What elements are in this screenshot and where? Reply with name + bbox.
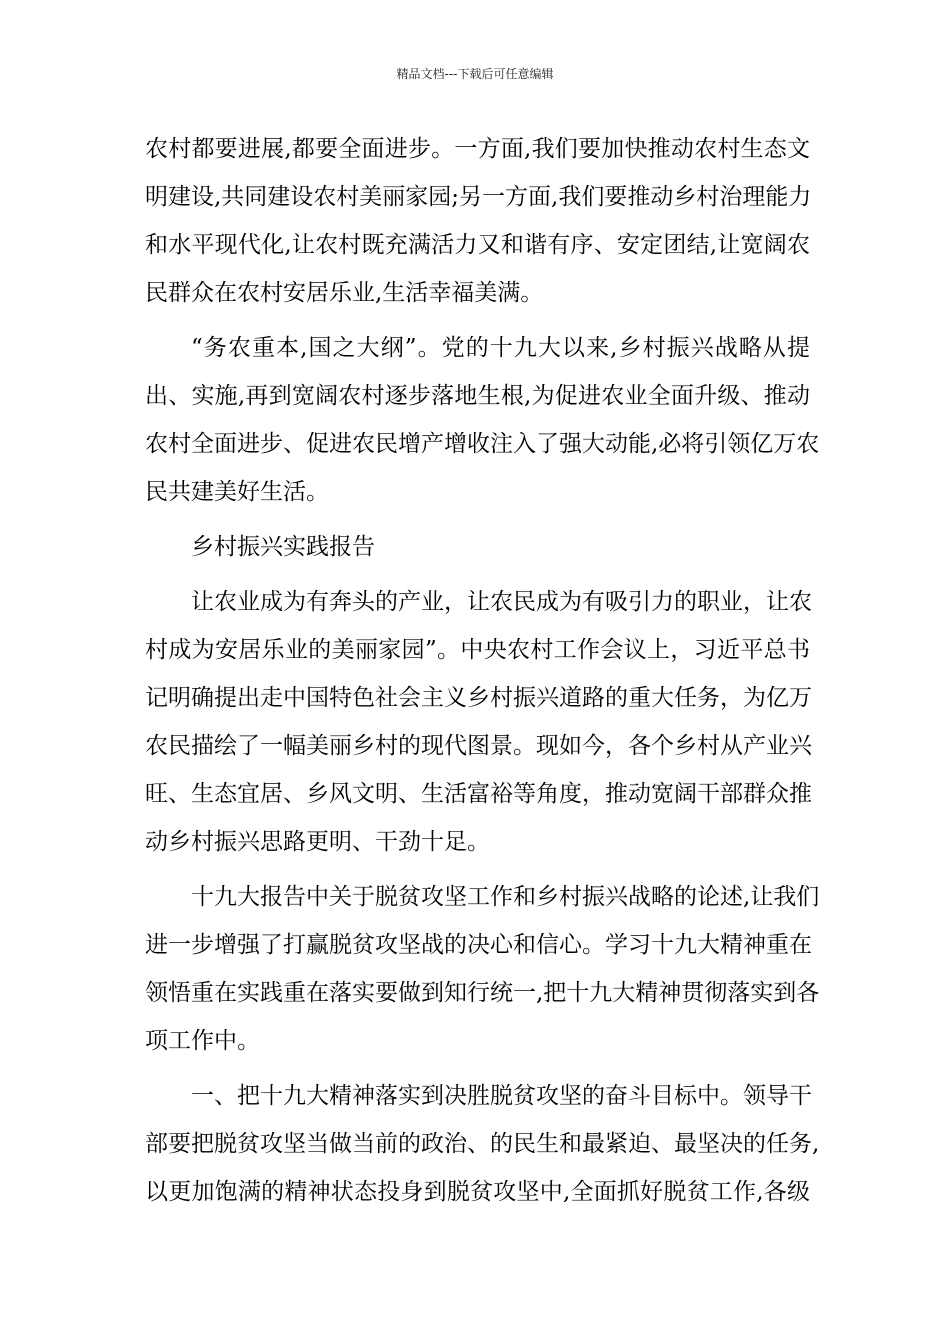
- document-body: [145, 125, 820, 1216]
- paragraph: [145, 324, 820, 516]
- paragraph: [145, 125, 810, 317]
- text-line: 十九大报告中关于脱贫攻坚工作和乡村振兴战略的论述,让我们: [191, 884, 820, 910]
- text-line: 民群众在农村安居乐业,生活幸福美满。: [145, 280, 544, 306]
- text-line: 动乡村振兴思路更明、干劲十足。: [145, 829, 490, 855]
- text-line: 进一步增强了打赢脱贫攻坚战的决心和信心。学习十九大精神重在: [145, 932, 812, 958]
- text-line: 以更加饱满的精神状态投身到脱贫攻坚中,全面抓好脱贫工作,各级: [145, 1179, 810, 1205]
- text-line: 农村全面进步、促进农民增产增收注入了强大动能,必将引领亿万农: [145, 431, 820, 457]
- paragraph: [145, 578, 810, 866]
- text-line: 民共建美好生活。: [145, 479, 329, 505]
- text-line: 让农业成为有奔头的产业，让农民成为有吸引力的职业，让农: [191, 589, 812, 615]
- text-line: 明建设,共同建设农村美丽家园;另一方面,我们要推动乡村治理能力: [145, 184, 812, 210]
- section-title: [145, 523, 810, 571]
- text-line: 一、把十九大精神落实到决胜脱贫攻坚的奋斗目标中。领导干: [191, 1083, 812, 1109]
- text-line: 记明确提出走中国特色社会主义乡村振兴道路的重大任务，为亿万: [145, 685, 812, 711]
- text-line: 领悟重在实践重在落实要做到知行统一,把十九大精神贯彻落实到各: [145, 980, 820, 1006]
- paragraph: [145, 873, 820, 1065]
- text-line: “务农重本,国之大纲”。党的十九大以来,乡村振兴战略从提: [191, 335, 810, 361]
- text-line: 农村都要进展,都要全面进步。一方面,我们要加快推动农村生态文: [145, 136, 810, 162]
- text-line: 和水平现代化,让农村既充满活力又和谐有序、安定团结,让宽阔农: [145, 232, 810, 258]
- text-line: 出、实施,再到宽阔农村逐步落地生根,为促进农业全面升级、推动: [145, 383, 810, 409]
- text-line: 旺、生态宜居、乡风文明、生活富裕等角度，推动宽阔干部群众推: [145, 781, 812, 807]
- text-line: 项工作中。: [145, 1028, 260, 1054]
- text-line: 部要把脱贫攻坚当做当前的政治、的民生和最紧迫、最坚决的任务,: [145, 1131, 820, 1157]
- paragraph: [145, 1072, 820, 1216]
- text-line: 乡村振兴实践报告: [191, 534, 375, 560]
- page-header: 精品文档---下载后可任意编辑: [396, 67, 554, 81]
- text-line: 农民描绘了一幅美丽乡村的现代图景。现如今，各个乡村从产业兴: [145, 733, 812, 759]
- text-line: 村成为安居乐业的美丽家园”。中央农村工作会议上，习近平总书: [145, 637, 810, 663]
